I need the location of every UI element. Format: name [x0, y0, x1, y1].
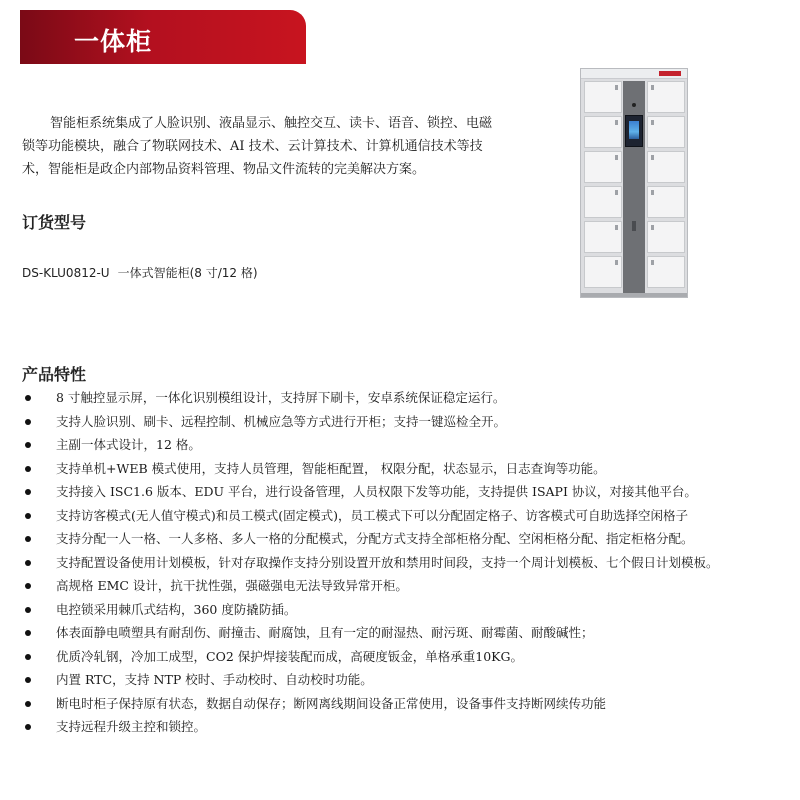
bullet-icon — [25, 560, 31, 566]
bullet-icon — [25, 489, 31, 495]
feature-item: 支持访客模式(无人值守模式)和员工模式(固定模式)，员工模式下可以分配固定格子、访客模式可自助选择空闲格子 — [22, 504, 792, 528]
locker-door — [584, 116, 622, 148]
locker-door — [647, 116, 685, 148]
feature-item: 高规格 EMC 设计，抗干扰性强，强磁强电无法导致异常开柜。 — [22, 574, 792, 598]
feature-list — [22, 386, 792, 739]
cabinet-top-panel — [581, 69, 687, 79]
bullet-icon — [25, 395, 31, 401]
bullet-icon — [25, 583, 31, 589]
feature-item: 内置 RTC，支持 NTP 校时、手动校时、自动校时功能。 — [22, 668, 792, 692]
emergency-lock-slot — [632, 221, 636, 231]
locker-door — [647, 81, 685, 113]
feature-item: 支持单机+WEB 模式使用，支持人员管理，智能柜配置， 权限分配，状态显示，日志查询等功能。 — [22, 457, 792, 481]
locker-door — [584, 151, 622, 183]
feature-item: 优质冷轧钢，冷加工成型，CO2 保护焊接装配而成，高硬度钣金，单格承重10KG。 — [22, 645, 792, 669]
locker-door — [647, 151, 685, 183]
feature-item: 体表面静电喷塑具有耐刮伤、耐撞击、耐腐蚀，且有一定的耐湿热、耐污斑、耐霉菌、耐酸碱性； — [22, 621, 792, 645]
locker-door — [647, 186, 685, 218]
locker-door — [584, 186, 622, 218]
feature-item: 支持接入 ISC1.6 版本、EDU 平台，进行设备管理，人员权限下发等功能，支持提供 ISAPI 协议，对接其他平台。 — [22, 480, 792, 504]
feature-item: 主副一体式设计，12 格。 — [22, 433, 792, 457]
locker-door — [584, 256, 622, 288]
locker-door — [647, 256, 685, 288]
locker-door — [647, 221, 685, 253]
feature-item: 支持分配一人一格、一人多格、多人一格的分配模式，分配方式支持全部柜格分配、空闲柜格分配、指定柜格分配。 — [22, 527, 792, 551]
brand-logo — [659, 71, 681, 76]
model-description: 一体式智能柜(8 寸/12 格) — [117, 266, 258, 280]
bullet-icon — [25, 677, 31, 683]
locker-door — [584, 81, 622, 113]
feature-item: 支持远程升级主控和锁控。 — [22, 715, 792, 739]
feature-item: 断电时柜子保持原有状态，数据自动保存；断网离线期间设备正常使用，设备事件支持断网续传功能 — [22, 692, 792, 716]
order-section-title-text: 订货型号 — [22, 213, 87, 232]
title-banner — [20, 10, 306, 64]
cabinet-control-column — [623, 81, 645, 295]
cabinet-left-doors — [584, 81, 622, 291]
features-section-title — [22, 362, 86, 385]
bullet-icon — [25, 701, 31, 707]
bullet-icon — [25, 419, 31, 425]
feature-item: 8 寸触控显示屏，一体化识别模组设计，支持屏下刷卡，安卓系统保证稳定运行。 — [22, 386, 792, 410]
bullet-icon — [25, 536, 31, 542]
bullet-icon — [25, 654, 31, 660]
touch-screen — [625, 115, 643, 147]
order-section-title — [22, 210, 86, 233]
feature-item: 支持人脸识别、刷卡、远程控制、机械应急等方式进行开柜；支持一键巡检全开。 — [22, 410, 792, 434]
cabinet-base — [581, 293, 687, 297]
page-title: 一体柜 — [74, 27, 153, 56]
features-section-title-text: 产品特性 — [22, 365, 87, 384]
bullet-icon — [25, 466, 31, 472]
camera-icon — [632, 103, 636, 107]
bullet-icon — [25, 442, 31, 448]
bullet-icon — [25, 513, 31, 519]
intro-paragraph: 智能柜系统集成了人脸识别、液晶显示、触控交互、读卡、语音、锁控、电磁锁等功能模块，融合了物联网技术、AI 技术、云计算技术、计算机通信技术等技术，智能柜是政企内部物品资料管理、物品文件流转的完美解决方案。 — [22, 116, 493, 177]
feature-item: 电控锁采用棘爪式结构，360 度防撬防插。 — [22, 598, 792, 622]
cabinet-right-doors — [647, 81, 685, 291]
bullet-icon — [25, 724, 31, 730]
model-line — [22, 264, 258, 281]
feature-item: 支持配置设备使用计划模板，针对存取操作支持分别设置开放和禁用时间段，支持一个周计划模板、七个假日计划模板。 — [22, 551, 792, 575]
model-number: DS-KLU0812-U — [22, 266, 110, 280]
locker-door — [584, 221, 622, 253]
cabinet-image — [580, 68, 688, 298]
bullet-icon — [25, 607, 31, 613]
bullet-icon — [25, 630, 31, 636]
